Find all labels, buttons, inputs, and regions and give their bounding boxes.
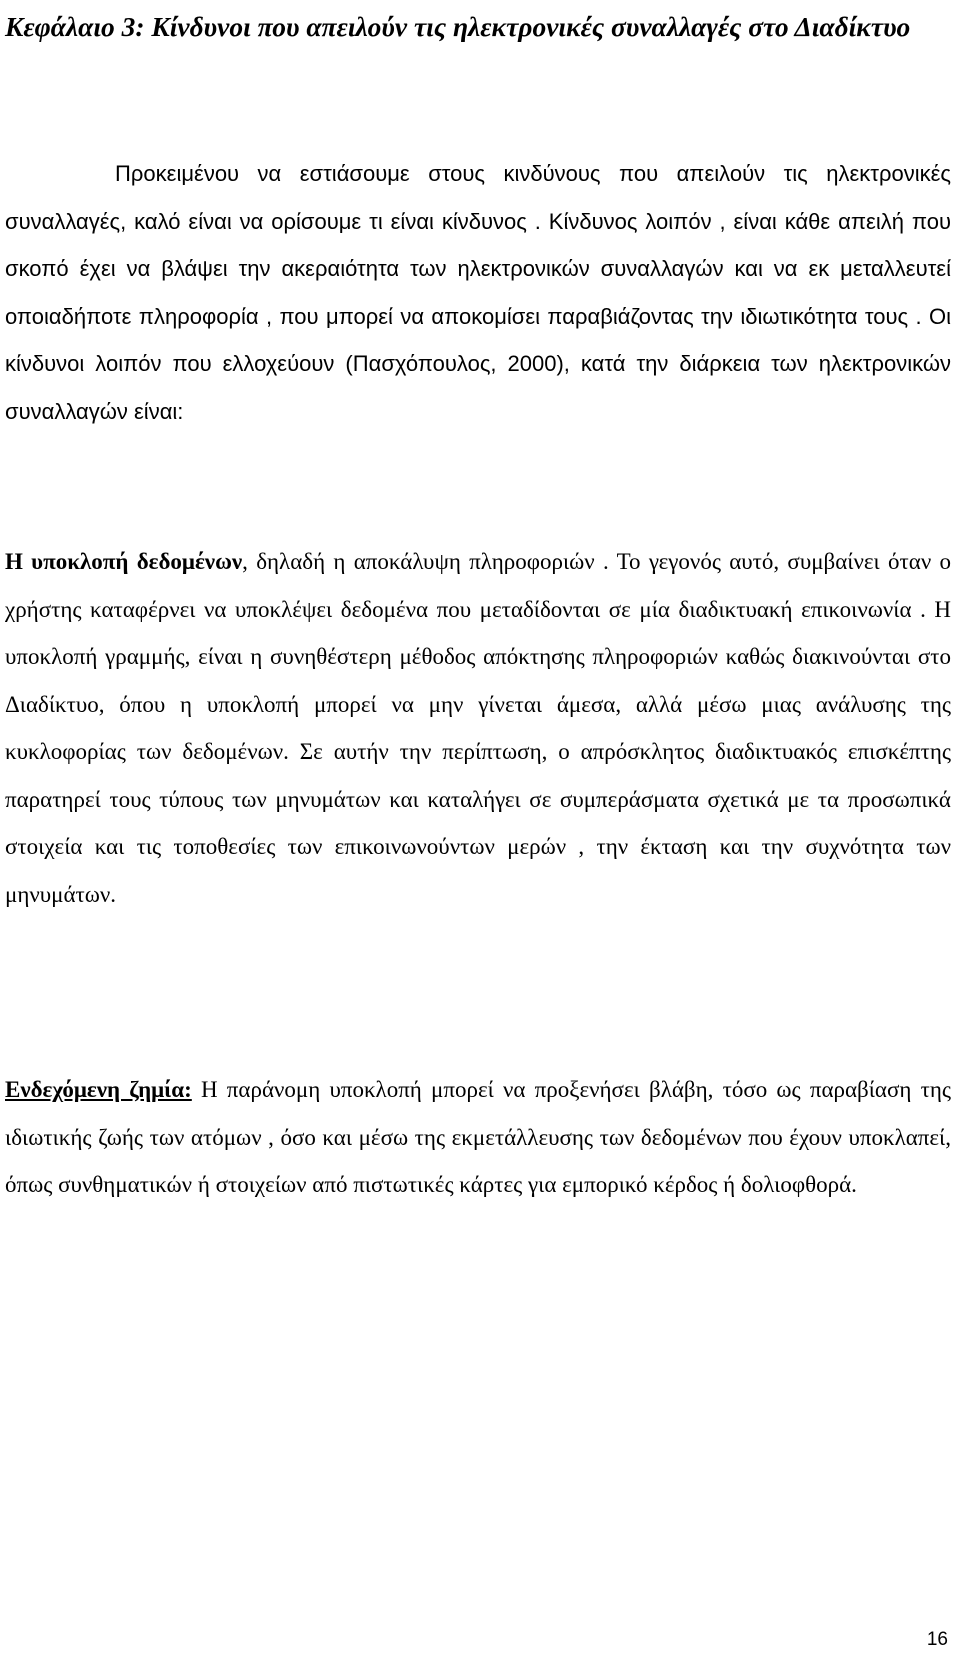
damage-body: Η παράνομη υποκλοπή μπορεί να προξενήσει βλάβη, τόσο ως παραβίαση της ιδιωτικής ζωής των ατόμων , όσο και μέσω της εκμετάλλευσης των δεδομένων που έχουν υποκλαπεί, όπως συνθηματικών ή στοιχείων από πιστωτικές κάρτες για εμπορικό κέρδος ή δολιοφθορά. (5, 1077, 951, 1197)
intro-paragraph: Προκειμένου να εστιάσουμε στους κινδύνους που απειλούν τις ηλεκτρονικές συναλλαγές, καλό είναι να ορίσουμε τι είναι κίνδυνος . Κίνδυνος λοιπόν , είναι κάθε απειλή που σκοπό έχει να βλάψει την ακεραιότητα των ηλεκτρονικών συναλλαγών και να εκ μεταλλευτεί οποιαδήποτε πληροφορία , που μπορεί να αποκομίσει παραβιάζοντας την ιδιωτικότητα τους . Οι κίνδυνοι λοιπόν που ελλοχεύουν (Πασχόπουλος, 2000), κατά την διάρκεια των ηλεκτρονικών συναλλαγών είναι: (5, 161, 951, 424)
chapter-title: Κεφάλαιο 3: Κίνδυνοι που απειλούν τις ηλεκτρονικές συναλλαγές στο Διαδίκτυο (5, 11, 911, 42)
damage-term: Ενδεχόμενη ζημία: (5, 1077, 192, 1102)
interception-body: , δηλαδή η αποκάλυψη πληροφοριών . Το γεγονός αυτό, συμβαίνει όταν ο χρήστης καταφέρνει να υποκλέψει δεδομένα που μεταδίδονται σε μία διαδικτυακή επικοινωνία . Η υποκλοπή γραμμής, είναι η συνηθέστερη μέθοδος απόκτησης πληροφοριών καθώς διακινούνται στο Διαδίκτυο, όπου η υποκλοπή μπορεί να μην γίνεται άμεσα, αλλά μέσω μιας ανάλυσης της κυκλοφορίας των δεδομένων. Σε αυτήν την περίπτωση, ο απρόσκλητος διαδικτυακός επισκέπτης παρατηρεί τους τύπους των μηνυμάτων και καταλήγει σε συμπεράσματα σχετικά με τα προσωπικά στοιχεία και τις τοποθεσίες των επικοινωνούντων μερών , την έκταση και την συχνότητα των μηνυμάτων. (5, 549, 951, 907)
page-number: 16 (926, 1629, 948, 1650)
interception-term: Η υποκλοπή δεδομένων (5, 549, 243, 574)
damage-paragraph (5, 1066, 951, 1209)
interception-paragraph (5, 538, 951, 918)
